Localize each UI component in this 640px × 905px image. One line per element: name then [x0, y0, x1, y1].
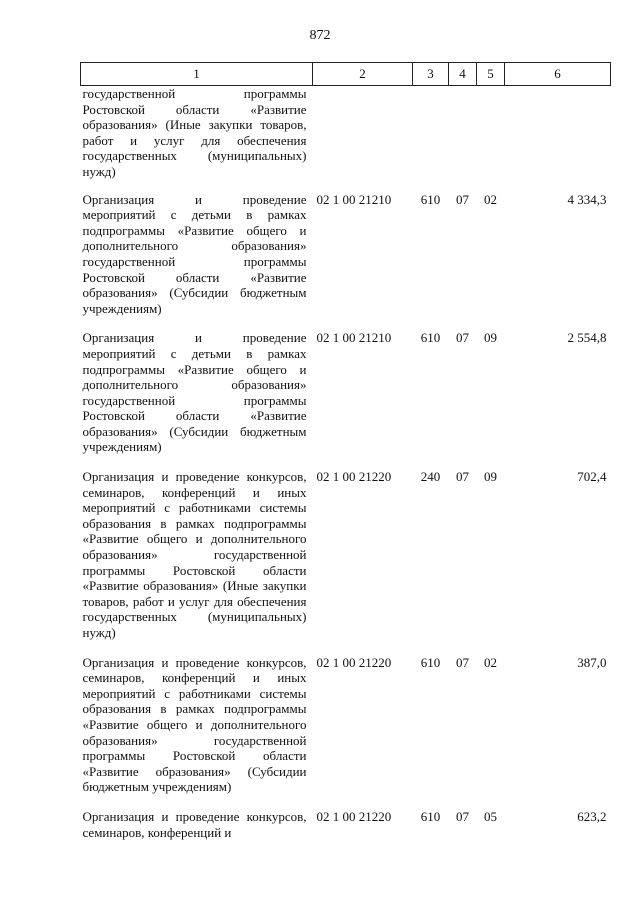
budget-table: [80, 62, 611, 854]
page-number: 872: [309, 28, 331, 43]
row-subsection: 05: [484, 808, 497, 824]
column-header-subsection: 5: [477, 63, 505, 86]
column-header-code: 2: [313, 63, 413, 86]
row-name: государственной программы Ростовской области «Развитие образования» (Иные закупки товаров, работ и услуг для обеспечения государственных (муниципальных) нужд): [82, 86, 307, 179]
row-amount: 2 554,8: [567, 330, 607, 346]
row-expense-type: [413, 86, 449, 192]
row-section: 07: [456, 808, 469, 824]
row-subsection: [477, 86, 505, 192]
table-row: [81, 655, 611, 809]
table-row: [81, 86, 611, 192]
row-code: 02 1 00 21220: [316, 654, 392, 670]
row-expense-type: 610: [420, 191, 441, 207]
row-section: [449, 86, 477, 192]
row-section: 07: [456, 654, 469, 670]
column-number-header-row: [81, 63, 611, 86]
row-subsection: 09: [484, 330, 497, 346]
row-expense-type: 240: [420, 469, 441, 485]
column-header-name: 1: [81, 63, 313, 86]
column-header-expense-type: 3: [413, 63, 449, 86]
row-section: 07: [456, 330, 469, 346]
row-amount: 4 334,3: [567, 191, 607, 207]
row-subsection: 02: [484, 191, 497, 207]
row-expense-type: 610: [420, 330, 441, 346]
row-code: 02 1 00 21220: [316, 808, 392, 824]
column-header-amount: 6: [505, 63, 611, 86]
table-row: [81, 330, 611, 469]
row-name: Организация и проведение конкурсов, семинаров, конференций и: [82, 808, 307, 840]
row-code: 02 1 00 21220: [316, 469, 392, 485]
row-section: 07: [456, 191, 469, 207]
row-name: Организация и проведение мероприятий с детьми в рамках подпрограммы «Развитие общего и дополнительного образования» государственной программы Ростовской области «Развитие образования» (Субсидии бюджетным учреждениям): [82, 191, 307, 316]
column-header-section: 4: [449, 63, 477, 86]
row-name: Организация и проведение конкурсов, семинаров, конференций и иных мероприятий с работниками системы образования в рамках подпрограммы «Развитие общего и дополнительного образования» государственной программы Ростовской области «Развитие образования» (Иные закупки товаров, работ и услуг для обеспечения государственных (муниципальных) нужд): [82, 469, 307, 640]
table-row: [81, 809, 611, 854]
row-amount: 623,2: [577, 808, 607, 824]
row-name: Организация и проведение конкурсов, семинаров, конференций и иных мероприятий с работниками системы образования в рамках подпрограммы «Развитие общего и дополнительного образования» государственной программы Ростовской области «Развитие образования» (Субсидии бюджетным учреждениям): [82, 654, 307, 795]
row-subsection: 09: [484, 469, 497, 485]
table-row: [81, 469, 611, 655]
row-amount: 387,0: [577, 654, 607, 670]
row-expense-type: 610: [420, 808, 441, 824]
row-code: 02 1 00 21210: [316, 330, 392, 346]
table-row: [81, 192, 611, 331]
row-expense-type: 610: [420, 654, 441, 670]
row-subsection: 02: [484, 654, 497, 670]
row-code: [313, 86, 413, 192]
row-section: 07: [456, 469, 469, 485]
row-name: Организация и проведение мероприятий с детьми в рамках подпрограммы «Развитие общего и дополнительного образования» государственной программы Ростовской области «Развитие образования» (Субсидии бюджетным учреждениям): [82, 330, 307, 455]
row-code: 02 1 00 21210: [316, 191, 392, 207]
row-amount: [505, 86, 611, 192]
row-amount: 702,4: [577, 469, 607, 485]
